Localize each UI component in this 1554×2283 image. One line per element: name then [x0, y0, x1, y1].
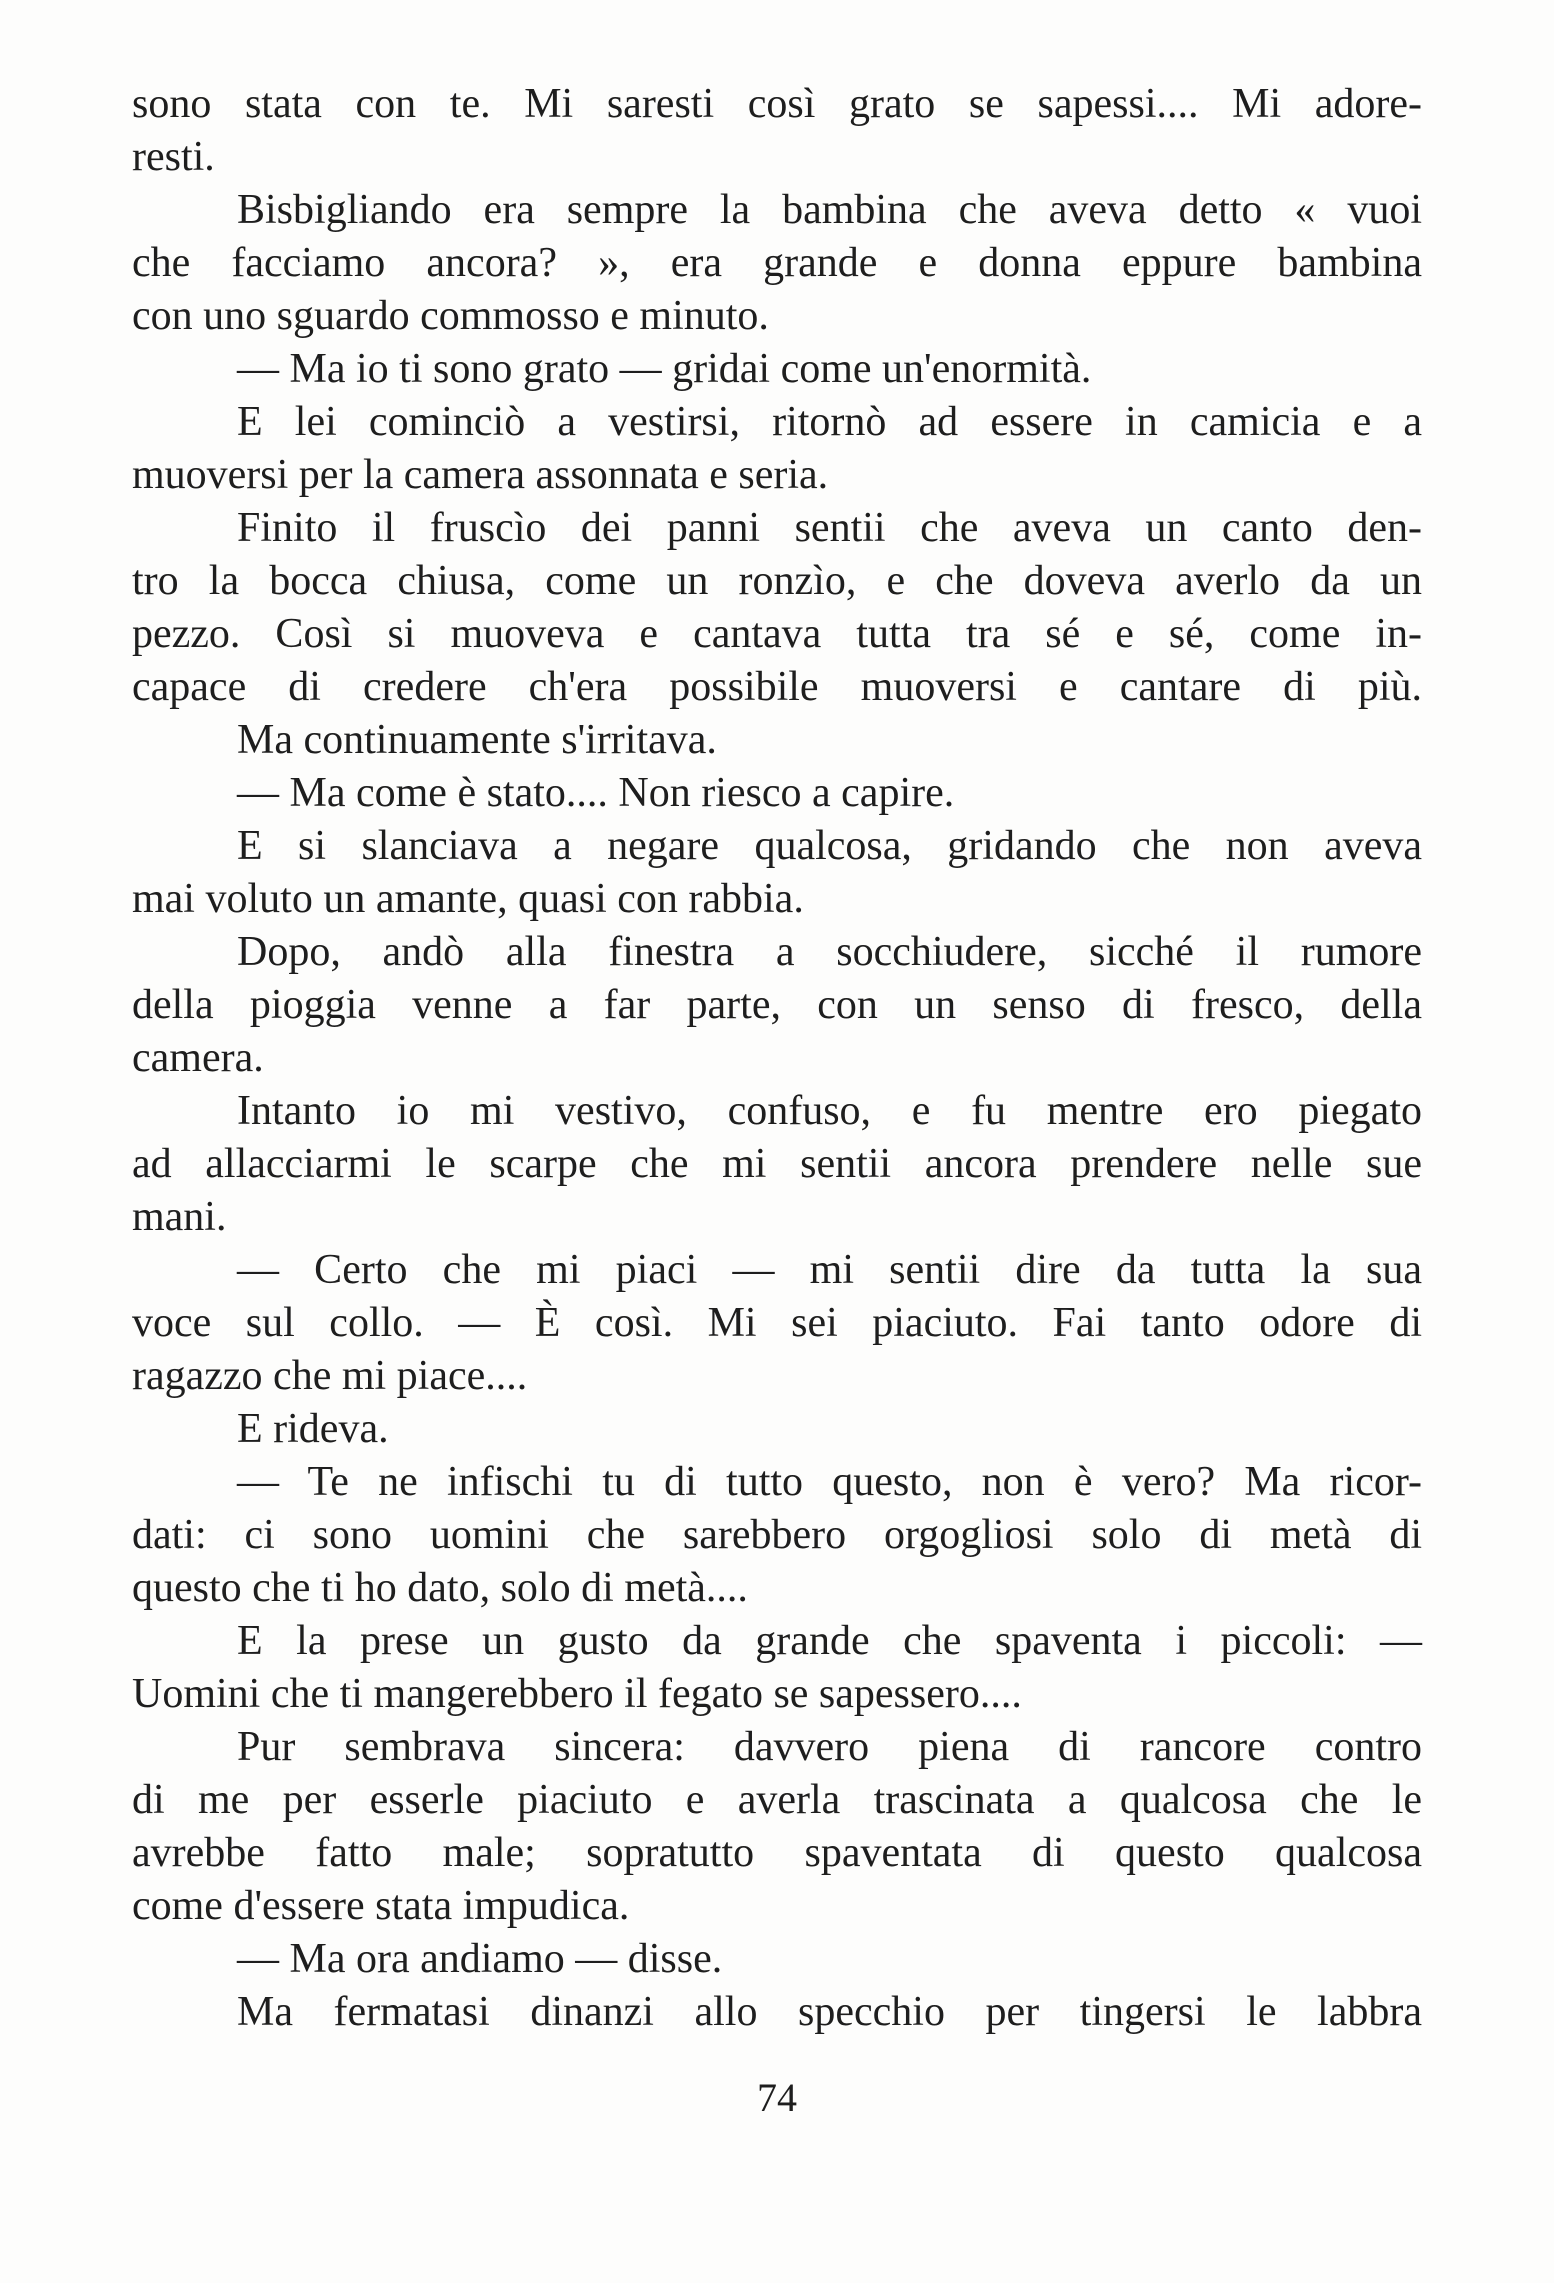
text-line: Finito il fruscìo dei panni sentii che aveva un canto den- [237, 505, 1422, 551]
text-line: — Ma io ti sono grato — gridai come un'enormità. [237, 346, 1092, 392]
text-line: mani. [132, 1194, 227, 1240]
text-line: tro la bocca chiusa, come un ronzìo, e che doveva averlo da un [132, 558, 1422, 604]
text-line: mai voluto un amante, quasi con rabbia. [132, 876, 804, 922]
text-line: Ma fermatasi dinanzi allo specchio per tingersi le labbra [237, 1989, 1422, 2035]
text-line: dati: ci sono uomini che sarebbero orgogliosi solo di metà di [132, 1512, 1422, 1558]
text-line: Ma continuamente s'irritava. [237, 717, 717, 763]
text-line: come d'essere stata impudica. [132, 1883, 630, 1929]
text-line: ad allacciarmi le scarpe che mi sentii ancora prendere nelle sue [132, 1141, 1422, 1187]
text-line: Intanto io mi vestivo, confuso, e fu mentre ero piegato [237, 1088, 1422, 1134]
text-line: pezzo. Così si muoveva e cantava tutta tra sé e sé, come in- [132, 611, 1422, 657]
text-line: — Te ne infischi tu di tutto questo, non è vero? Ma ricor- [237, 1459, 1422, 1505]
text-line: E lei cominciò a vestirsi, ritornò ad essere in camicia e a [237, 399, 1422, 445]
text-line: di me per esserle piaciuto e averla trascinata a qualcosa che le [132, 1777, 1422, 1823]
page-number: 74 [757, 2075, 797, 2120]
text-line: sono stata con te. Mi saresti così grato se sapessi.... Mi adore- [132, 81, 1422, 127]
text-line: E la prese un gusto da grande che spaventa i piccoli: — [237, 1618, 1422, 1664]
text-line: voce sul collo. — È così. Mi sei piaciuto. Fai tanto odore di [132, 1300, 1422, 1346]
text-line: della pioggia venne a far parte, con un senso di fresco, della [132, 982, 1422, 1028]
text-line: ragazzo che mi piace.... [132, 1353, 528, 1399]
text-line: — Ma come è stato.... Non riesco a capire. [237, 770, 955, 816]
text-line: che facciamo ancora? », era grande e donna eppure bambina [132, 240, 1422, 286]
text-line: — Ma ora andiamo — disse. [237, 1936, 723, 1982]
text-line: Pur sembrava sincera: davvero piena di rancore contro [237, 1724, 1422, 1770]
text-line: — Certo che mi piaci — mi sentii dire da tutta la sua [237, 1247, 1422, 1293]
text-line: E rideva. [237, 1406, 389, 1452]
text-line: avrebbe fatto male; sopratutto spaventata di questo qualcosa [132, 1830, 1422, 1876]
text-line: capace di credere ch'era possibile muoversi e cantare di più. [132, 664, 1422, 710]
text-line: con uno sguardo commosso e minuto. [132, 293, 769, 339]
text-line: questo che ti ho dato, solo di metà.... [132, 1565, 748, 1611]
body-text [132, 78, 1422, 2039]
text-line: Dopo, andò alla finestra a socchiudere, sicché il rumore [237, 929, 1422, 975]
text-line: Uomini che ti mangerebbero il fegato se sapessero.... [132, 1671, 1022, 1717]
text-line: muoversi per la camera assonnata e seria. [132, 452, 829, 498]
text-line: Bisbigliando era sempre la bambina che aveva detto « vuoi [237, 187, 1422, 233]
text-line: camera. [132, 1035, 264, 1081]
text-line: E si slanciava a negare qualcosa, gridando che non aveva [237, 823, 1422, 869]
text-line: resti. [132, 134, 215, 180]
